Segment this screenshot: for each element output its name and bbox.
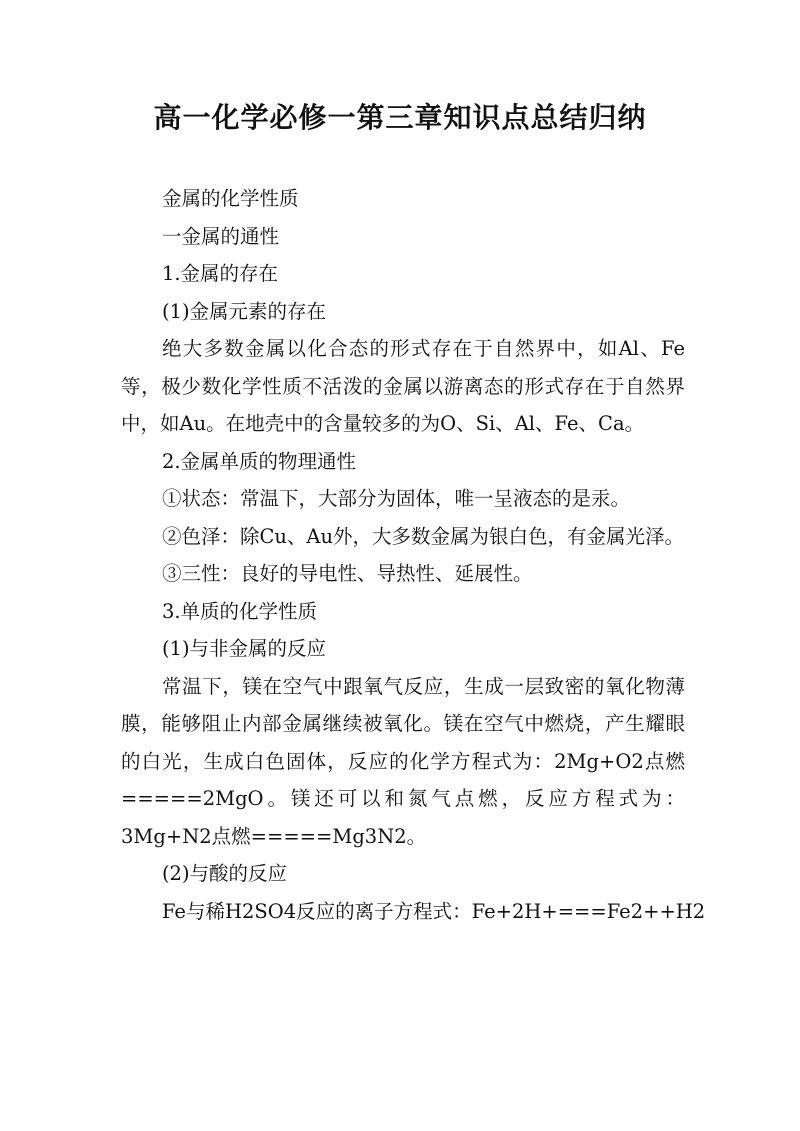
- page-title: 高一化学必修一第三章知识点总结归纳: [153, 101, 647, 134]
- item-heading-acid-reaction: (2)与酸的反应: [161, 862, 288, 885]
- list-item-three-properties: ③三性：良好的导电性、导热性、延展性。: [161, 562, 533, 585]
- subsection-heading-physical-properties: 2.金属单质的物理通性: [161, 449, 357, 473]
- paragraph-magnesium-reaction: 常温下，镁在空气中跟氧气反应，生成一层致密的氧化物薄膜，能够阻止内部金属继续被氧化。镁在空气中燃烧，产生耀眼的白光，生成白色固体，反应的化学方程式为：2Mg+O2点燃=====2MgO。镁还可以和氮气点燃，反应方程式为：3Mg+N2点燃=====Mg3N2。: [121, 674, 685, 848]
- document-body: [121, 180, 706, 930]
- item-heading-metal-element-existence: (1)金属元素的存在: [161, 299, 327, 323]
- item-heading-nonmetal-reaction: (1)与非金属的反应: [161, 637, 327, 660]
- list-item-color: ②色泽：除Cu、Au外，大多数金属为银白色，有金属光泽。: [161, 524, 685, 548]
- list-item-state: ①状态：常温下，大部分为固体，唯一呈液态的是汞。: [161, 487, 630, 510]
- subsection-heading-metal-existence: 1.金属的存在: [161, 262, 279, 285]
- section-heading-metal-chemical-properties: 金属的化学性质: [161, 187, 299, 210]
- paragraph-iron-acid-equation: Fe与稀H2SO4反应的离子方程式：Fe+2H+===Fe2++H2: [161, 899, 706, 923]
- section-heading-metal-general-properties: 一金属的通性: [161, 224, 279, 248]
- subsection-heading-chemical-properties: 3.单质的化学性质: [161, 599, 318, 623]
- paragraph-metal-existence: 绝大多数金属以化合态的形式存在于自然界中，如Al、Fe等，极少数化学性质不活泼的金属以游离态的形式存在于自然界中，如Au。在地壳中的含量较多的为O、Si、Al、Fe、Ca。: [121, 337, 685, 435]
